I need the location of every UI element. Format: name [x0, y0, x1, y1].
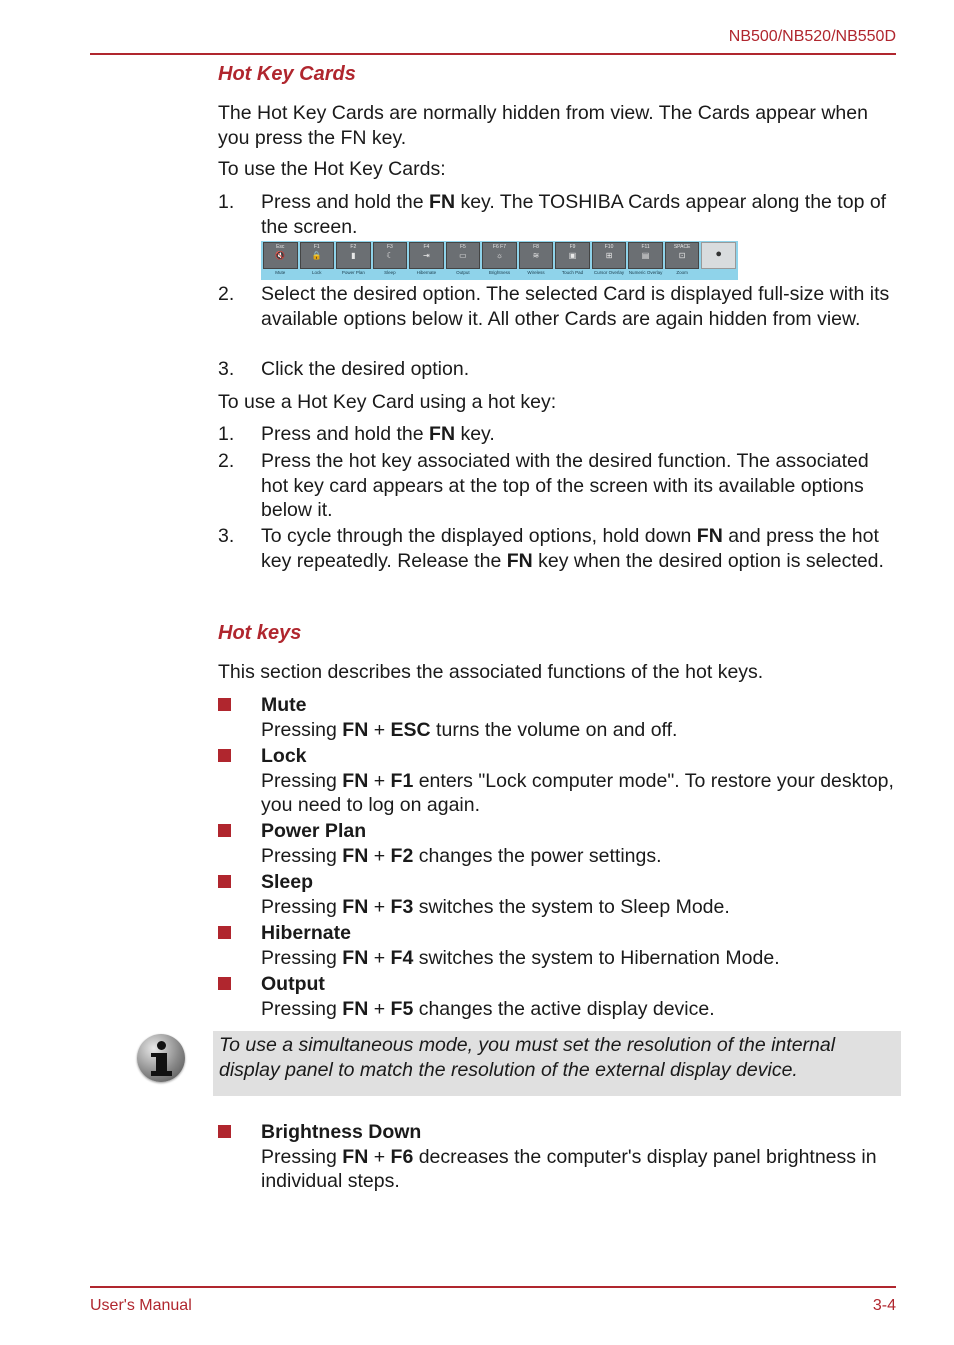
hotkey-step-1 [218, 422, 898, 447]
card-brightness[interactable] [482, 242, 517, 275]
hotkey-key: ESC [390, 718, 431, 741]
card-mute[interactable] [263, 242, 298, 275]
step-number: 1. [218, 191, 235, 213]
step-text-part: To cycle through the displayed options, hold down [261, 525, 697, 547]
step-2 [218, 282, 898, 331]
card-sleep[interactable] [373, 242, 408, 275]
fn-key-label: FN [342, 997, 369, 1020]
numeric-overlay-icon: ▤ [641, 251, 650, 260]
zoom-icon: ⊡ [678, 251, 686, 260]
note-text: To use a simultaneous mode, you must set the resolution of the internal display panel to match the resolution of the external display device. [219, 1034, 836, 1081]
lock-icon: 🔒 [311, 251, 322, 260]
card-key: F9 [569, 244, 576, 250]
card-label: Lock [312, 270, 322, 275]
step-3 [218, 357, 898, 382]
hotkey-desc: enters "Lock computer mode". To restore your desktop, you need to log on again. [261, 769, 894, 816]
hotkey-item-output [218, 972, 898, 1021]
fn-key-label: FN [342, 769, 369, 792]
card-zoom[interactable] [665, 242, 700, 275]
hotkey-key: F4 [390, 946, 414, 969]
bullet-square [218, 1125, 231, 1138]
paragraph-use-intro: To use the Hot Key Cards: [218, 158, 446, 180]
bullet-square [218, 977, 231, 990]
bullet-square [218, 926, 231, 939]
card-label: Numeric Overlay [628, 270, 663, 275]
hotkey-name: Brightness Down [261, 1121, 422, 1143]
hotkey-item-body [261, 819, 898, 868]
card-label: Hibernate [416, 270, 437, 275]
text-part: Pressing [261, 718, 343, 741]
hotkey-item-hibernate [218, 921, 898, 970]
bullet-square [218, 824, 231, 837]
step-text [261, 422, 898, 447]
bullet-square [218, 875, 231, 888]
hotkey-desc: switches the system to Sleep Mode. [413, 895, 730, 918]
step-text-part: Press and hold the [261, 423, 430, 445]
card-key: F6 F7 [492, 244, 506, 250]
card-lock[interactable] [300, 242, 335, 275]
step-text: Select the desired option. The selected Card is displayed full-size with its available options below it. All other Cards are again hidden from view. [261, 283, 890, 330]
hotkey-name: Lock [261, 745, 307, 767]
hotkey-key: F1 [390, 769, 414, 792]
fn-key-label: FN [506, 549, 533, 572]
hotkey-key: F2 [390, 844, 414, 867]
cursor-overlay-icon: ⊞ [605, 251, 613, 260]
hotkey-name: Mute [261, 694, 307, 716]
card-toshiba[interactable] [701, 242, 736, 269]
paragraph-hot-keys-intro: This section describes the associated functions of the hot keys. [218, 661, 764, 683]
card-cursor-overlay[interactable] [592, 242, 627, 275]
text-part: + [368, 997, 391, 1020]
card-label: Output [456, 270, 470, 275]
battery-icon: ▮ [351, 251, 356, 260]
hotkey-step-3 [218, 524, 898, 573]
card-label: Zoom [676, 270, 688, 275]
step-text-part: key. The TOSHIBA Cards appear along the top of the screen. [261, 191, 887, 238]
wireless-icon: ≋ [532, 251, 540, 260]
step-text-part: key when the desired option is selected. [532, 549, 884, 572]
step-text: Press the hot key associated with the desired function. The associated hot key card appears at the top of the screen with its available options below it. [261, 450, 869, 521]
hotkey-item-lock [218, 744, 898, 818]
text-part: + [368, 769, 391, 792]
hotkey-item-body [261, 972, 898, 1021]
fn-key-label: FN [342, 895, 369, 918]
hotkey-desc: switches the system to Hibernation Mode. [413, 946, 780, 969]
hotkey-name: Output [261, 973, 325, 995]
card-key: F5 [460, 244, 466, 250]
header-rule [90, 53, 896, 55]
card-label: Brightness [488, 270, 511, 275]
text-part: + [368, 895, 391, 918]
step-text-part: and press the hot key repeatedly. Release the [261, 525, 879, 572]
hotkey-item-sleep [218, 870, 898, 919]
step-text [261, 524, 898, 573]
text-part: Pressing [261, 844, 343, 867]
card-label: Wireless [527, 270, 545, 275]
text-part: Pressing [261, 946, 343, 969]
hotkey-desc: changes the active display device. [413, 997, 715, 1020]
card-wireless[interactable] [519, 242, 554, 275]
hotkey-item-brightness-down [218, 1120, 898, 1194]
card-key: SPACE [673, 244, 691, 250]
text-part: + [368, 718, 391, 741]
card-label: Sleep [384, 270, 396, 275]
card-key: F3 [386, 244, 393, 250]
step-number: 2. [218, 283, 235, 305]
card-key: F2 [350, 244, 357, 250]
card-key: F1 [313, 244, 320, 250]
step-number: 3. [218, 358, 235, 380]
footer-rule [90, 1286, 896, 1288]
card-key: F8 [533, 244, 539, 250]
page-header-model: NB500/NB520/NB550D [728, 28, 896, 45]
fn-key-label: FN [429, 191, 456, 213]
hotkey-name: Hibernate [261, 922, 351, 944]
hotkey-key: F3 [390, 895, 414, 918]
card-touch-pad[interactable] [555, 242, 590, 275]
card-key: F11 [641, 244, 650, 250]
step-text: Click the desired option. [261, 358, 470, 380]
card-hibernate[interactable] [409, 242, 444, 275]
fn-key-label: FN [429, 423, 456, 445]
fn-key-label: FN [342, 844, 369, 867]
step-text [261, 190, 898, 239]
card-label: Power Plan [341, 270, 365, 275]
hotkey-item-body [261, 870, 898, 919]
fn-key-label: FN [342, 718, 369, 741]
text-part: Pressing [261, 997, 343, 1020]
card-key: Esc [276, 244, 285, 250]
step-1 [218, 190, 898, 239]
paragraph-hotkey-intro: To use a Hot Key Card using a hot key: [218, 391, 557, 413]
card-key: F4 [423, 244, 430, 250]
fn-key-label: FN [342, 946, 369, 969]
hotkey-item-body [261, 744, 898, 818]
sleep-icon: ☾ [386, 251, 394, 260]
mute-icon: 🔇 [275, 251, 286, 260]
hotkey-name: Sleep [261, 871, 314, 893]
card-label: Cursor Overlay [593, 270, 625, 275]
text-part: + [368, 844, 391, 867]
step-number: 3. [218, 525, 235, 547]
brightness-icon: ☼ [495, 251, 504, 260]
hotkey-key: F5 [390, 997, 414, 1020]
card-numeric-overlay[interactable] [628, 242, 663, 275]
text-part: + [368, 1145, 391, 1168]
step-text-part: Press and hold the [261, 191, 430, 213]
hot-key-cards-strip [261, 241, 738, 280]
text-part: + [368, 946, 391, 969]
step-number: 2. [218, 450, 235, 472]
note-box [213, 1031, 901, 1096]
hibernate-icon: ⇥ [423, 251, 430, 260]
card-power-plan[interactable] [336, 242, 371, 275]
hotkey-name: Power Plan [261, 820, 367, 842]
fn-key-label: FN [342, 1145, 369, 1168]
hotkey-desc: decreases the computer's display panel brightness in individual steps. [261, 1145, 877, 1192]
text-part: Pressing [261, 769, 343, 792]
info-icon [137, 1034, 185, 1082]
heading-hot-key-cards: Hot Key Cards [218, 63, 356, 85]
footer-page-number: 3-4 [872, 1297, 896, 1314]
hotkey-item-body [261, 693, 898, 742]
hotkey-item-mute [218, 693, 898, 742]
fn-key-label: FN [696, 525, 723, 547]
text-part: Pressing [261, 895, 343, 918]
bullet-square [218, 749, 231, 762]
footer-manual-title: User's Manual [90, 1297, 192, 1314]
hotkey-item-power-plan [218, 819, 898, 868]
heading-hot-keys: Hot keys [218, 622, 302, 644]
display-icon: ▭ [459, 251, 467, 260]
hotkey-desc: turns the volume on and off. [430, 718, 678, 741]
touchpad-icon: ▣ [568, 251, 577, 260]
card-key: F10 [604, 244, 614, 250]
hotkey-desc: changes the power settings. [413, 844, 662, 867]
bullet-square [218, 698, 231, 711]
step-number: 1. [218, 423, 235, 445]
hotkey-step-2 [218, 449, 898, 523]
hotkey-item-body [261, 921, 898, 970]
toshiba-button-icon: ● [715, 248, 722, 260]
hotkey-key: F6 [390, 1145, 414, 1168]
card-label: Touch Pad [561, 270, 584, 275]
step-text-part: key. [455, 423, 495, 445]
hotkey-item-body [261, 1120, 898, 1194]
paragraph-intro: The Hot Key Cards are normally hidden from view. The Cards appear when you press the FN key. [218, 102, 868, 149]
card-label: Mute [275, 270, 286, 275]
card-output[interactable] [446, 242, 481, 275]
text-part: Pressing [261, 1145, 343, 1168]
